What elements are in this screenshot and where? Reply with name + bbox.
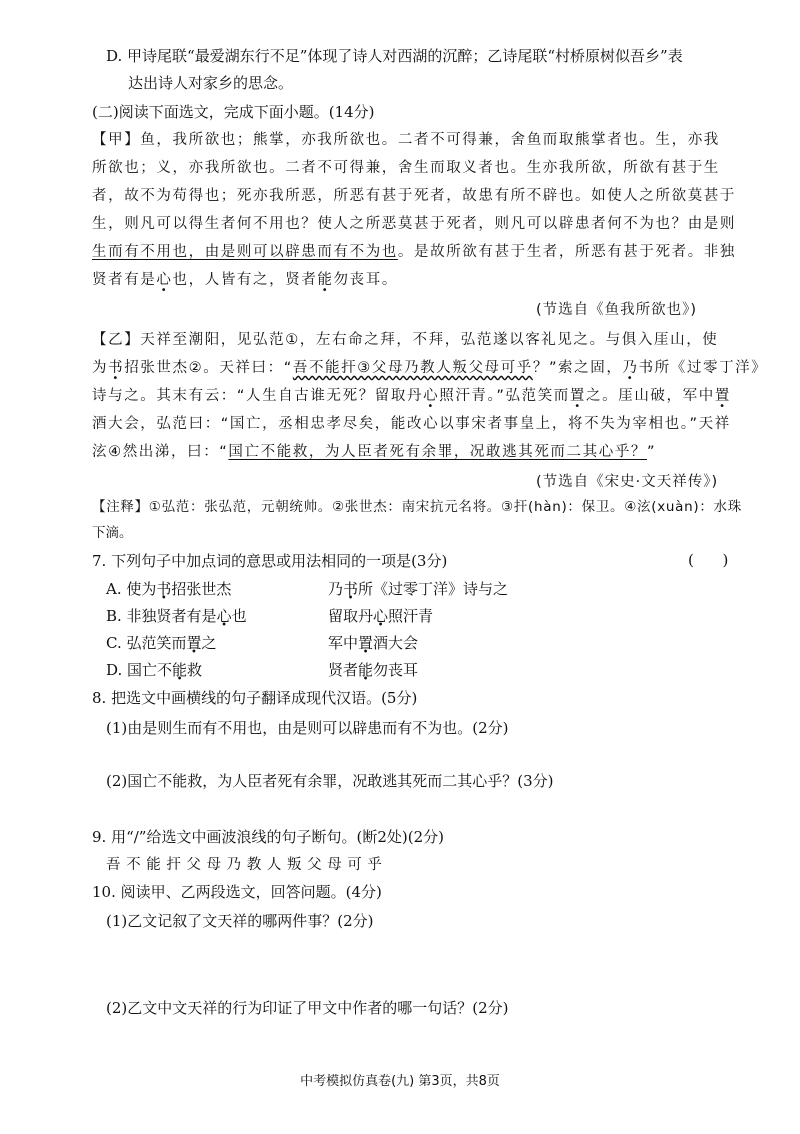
passage-yi-line-5 — [92, 442, 656, 462]
text-span: 之。厓山破，军中 — [586, 388, 715, 404]
option-label: D. 国亡不 — [106, 661, 173, 679]
question-10-stem: 10. 阅读甲、乙两段选文，回答问题。(4分) — [92, 883, 382, 901]
section-2-heading: (二)阅读下面选文，完成下面小题。(14分) — [92, 103, 375, 121]
annotation-notes-line-2: 下滴。 — [92, 525, 133, 541]
q7-option-d-b — [328, 660, 418, 680]
passage-yi-line-2 — [92, 358, 767, 378]
text-span: 勿丧耳 — [373, 661, 419, 679]
passage-jia-line-5-rest: 。是故所欲有甚于生者，所恶有甚于死者。非独 — [397, 244, 737, 260]
text-span: 所《过零丁洋》诗与之 — [358, 580, 509, 598]
underlined-sentence-1: 生而有不用也，由是则可以辟患而有不为也 — [92, 244, 398, 260]
dotted-word: 心 — [423, 388, 440, 404]
dotted-word: 书 — [108, 360, 125, 376]
dotted-word: 置 — [714, 388, 731, 404]
text-span: ？”索之固， — [532, 360, 623, 376]
text-span: ” — [647, 444, 657, 460]
text-span: 留取丹 — [328, 607, 374, 625]
q7-option-b — [106, 606, 247, 626]
question-8-sub-1: (1)由是则生而有不用也，由是则可以辟患而有不为也。(2分) — [106, 719, 509, 737]
passage-jia-line-1: 【甲】鱼，我所欲也；熊掌，亦我所欲也。二者不可得兼，舍鱼而取熊掌者也。生，亦我 — [92, 132, 720, 148]
passage-jia-line-6 — [92, 270, 398, 290]
passage-jia-line-5 — [92, 242, 736, 262]
text-span: 也，人皆有之，贤者 — [172, 272, 318, 288]
dotted-word: 置 — [569, 388, 587, 404]
dotted-word: 置 — [358, 634, 374, 652]
passage-yi-line-3 — [92, 386, 731, 406]
dotted-word: 书 — [156, 580, 172, 598]
question-9-stem: 9. 用“/”给选文中画波浪线的句子断句。(断2处)(2分) — [92, 828, 444, 846]
text-span: 诗与之。其末有云：“人生自古谁无死？留取丹 — [92, 388, 424, 404]
option-label: B. 非独贤者有是 — [106, 607, 217, 625]
answer-paren: ( ) — [688, 551, 729, 569]
dotted-word: 能 — [172, 661, 188, 679]
dotted-word: 心 — [216, 607, 232, 625]
passage-jia-line-2: 所欲也；义，亦我所欲也。二者不可得兼，舍生而取义者也。生亦我所欲，所欲有甚于生 — [92, 160, 720, 176]
passage-yi-line-4: 酒大会，弘范曰：“国亡，丞相忠孝尽矣，能改心以事宋者事皇上，将不失为宰相也。”天祥 — [92, 416, 731, 432]
text-span: 贤者有是 — [92, 272, 157, 288]
text-span: 泫④然出涕，曰：“ — [92, 444, 229, 460]
text-span: 救 — [187, 661, 203, 679]
text-span: 勿丧耳。 — [333, 272, 398, 288]
dotted-word: 能 — [358, 661, 374, 679]
text-span: 之 — [201, 634, 217, 652]
option-label: C. 弘范笑而 — [106, 634, 187, 652]
passage-jia-line-3: 者，故不为苟得也；死亦我所恶，所恶有甚于死者，故患有所不辟也。如使人之所欲莫甚于 — [92, 188, 736, 204]
underlined-sentence-2: 国亡不能救，为人臣者死有余罪，况敢逃其死而二其心乎？ — [228, 444, 648, 460]
question-10-sub-2: (2)乙文中文天祥的行为印证了甲文中作者的哪一句话？(2分) — [106, 999, 509, 1017]
option-label: A. 使为 — [106, 580, 157, 598]
wavy-underlined-sentence: 吾不能扞③父母乃教人叛父母可乎 — [292, 360, 533, 376]
dotted-word: 能 — [317, 272, 334, 288]
question-7-stem: 7. 下列句子中加点词的意思或用法相同的一项是(3分) — [92, 552, 448, 570]
q6-option-d: D. 甲诗尾联“最爱湖东行不足”体现了诗人对西湖的沉醉；乙诗尾联“村桥原树似吾乡”表 — [106, 47, 683, 65]
text-span: 招张世杰②。天祥曰：“ — [124, 360, 293, 376]
dotted-word: 置 — [186, 634, 202, 652]
text-span: 书所《过零丁洋》 — [638, 360, 768, 376]
question-8-stem: 8. 把选文中画横线的句子翻译成现代汉语。(5分) — [92, 689, 418, 707]
q7-option-d — [106, 660, 202, 680]
q7-option-c-b — [328, 633, 418, 653]
text-span: 乃 — [328, 580, 344, 598]
dotted-word: 心 — [156, 272, 173, 288]
dotted-word: 心 — [373, 607, 389, 625]
annotation-notes-line-1: 【注释】①弘范：张弘范，元朝统帅。②张世杰：南宋抗元名将。③扞(hàn)：保卫。④泫(xuàn)：水珠 — [92, 499, 742, 515]
passage-jia-source: (节选自《鱼我所欲也》) — [536, 302, 698, 318]
q7-option-c — [106, 633, 217, 653]
text-span: 为 — [92, 360, 109, 376]
text-span: 军中 — [328, 634, 359, 652]
text-span: 贤者 — [328, 661, 359, 679]
q7-option-a — [106, 579, 231, 599]
text-span: 也 — [231, 607, 247, 625]
dotted-word: 乃 — [622, 360, 639, 376]
text-span: 照汗青 — [388, 607, 434, 625]
page-footer: 中考模拟仿真卷(九) 第3页，共8页 — [300, 1074, 500, 1089]
question-10-sub-1: (1)乙文记叙了文天祥的哪两件事？(2分) — [106, 912, 374, 930]
text-span: 照汗青。”弘范笑而 — [439, 388, 570, 404]
question-8-sub-2: (2)国亡不能救，为人臣者死有余罪，况敢逃其死而二其心乎？(3分) — [106, 772, 554, 790]
text-span: 酒大会 — [373, 634, 419, 652]
q7-option-a-b — [328, 579, 508, 599]
text-span: 招张世杰 — [171, 580, 232, 598]
passage-yi-line-1: 【乙】天祥至潮阳，见弘范①，左右命之拜，不拜，弘范遂以客礼见之。与俱入厓山，使 — [92, 332, 719, 348]
passage-yi-source: (节选自《宋史·文天祥传》) — [536, 474, 719, 490]
dotted-word: 书 — [343, 580, 359, 598]
q7-option-b-b — [328, 606, 433, 626]
passage-jia-line-4: 生，则凡可以得生者何不用也？使人之所恶莫甚于死者，则凡可以辟患者何不为也？由是则 — [92, 216, 736, 232]
question-9-sentence: 吾 不 能 扞 父 母 乃 教 人 叛 父 母 可 乎 — [106, 857, 383, 873]
q6-option-d-continued: 达出诗人对家乡的思念。 — [128, 74, 294, 92]
